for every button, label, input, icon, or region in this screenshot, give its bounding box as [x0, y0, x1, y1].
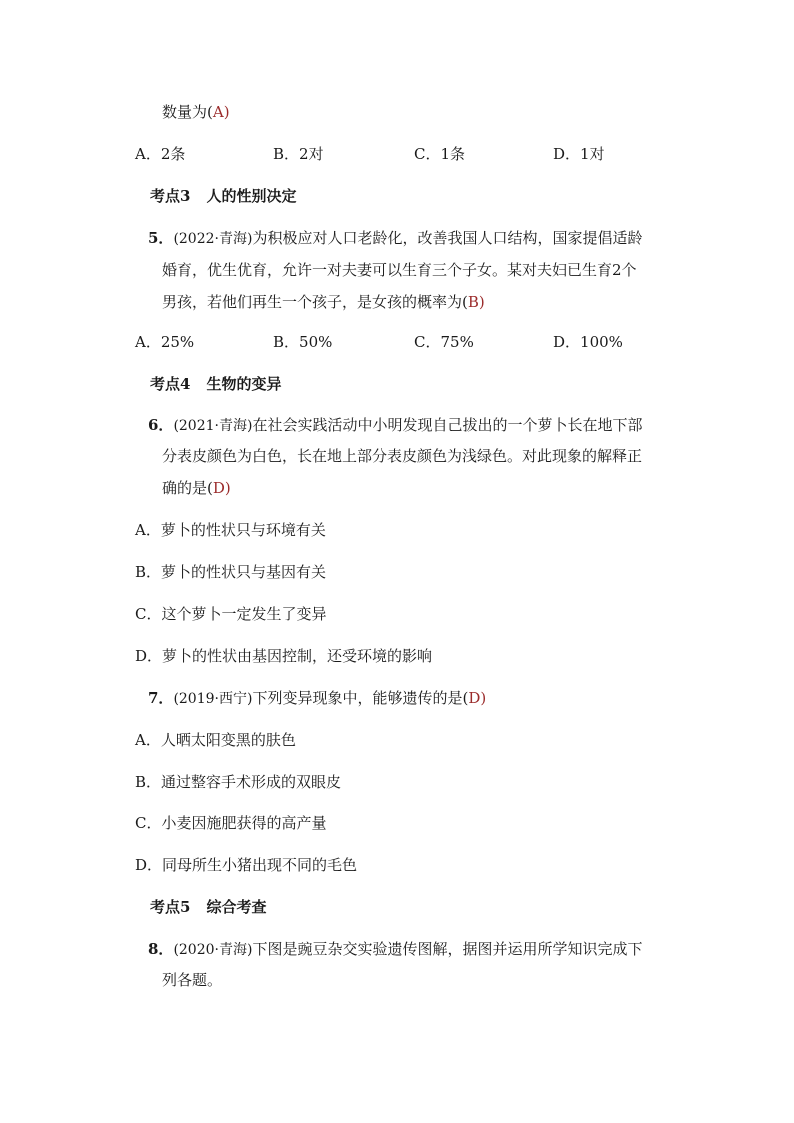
- question-7-number: 7．: [148, 689, 174, 707]
- question-6-line-2: 分表皮颜色为白色，长在地上部分表皮颜色为浅绿色。对此现象的解释正: [162, 447, 643, 465]
- section-4-heading: [150, 373, 281, 395]
- question-5-answer: B: [467, 293, 479, 311]
- section-5-title: 综合考查: [206, 898, 267, 916]
- section-3-label: 考点3: [150, 187, 191, 205]
- section-3-title: 人的性别决定: [206, 187, 297, 205]
- q6-option-b: B．萝卜的性状只与基因有关: [135, 563, 327, 581]
- question-5-text-3: 男孩，若他们再生一个孩子，是女孩的概率为(: [162, 293, 468, 311]
- question-6-text-1: 在社会实践活动中小明发现自己拔出的一个萝卜长在地下部: [252, 416, 643, 434]
- question-6-text-3: 确的是(: [162, 479, 213, 497]
- question-6-answer: D: [212, 479, 225, 497]
- question-8-source: (2020·青海): [173, 942, 253, 958]
- section-3-heading: [150, 185, 296, 207]
- question-5-line-2: 婚育，优生优育，允许一对夫妻可以生育三个子女。某对夫妇已生育2个: [162, 261, 637, 279]
- question-4-close: ): [223, 103, 230, 121]
- question-8-text-1: 下图是豌豆杂交实验遗传图解，据图并运用所学知识完成下: [252, 940, 643, 958]
- question-4-tail: [162, 101, 230, 123]
- question-7-source: (2019·西宁): [173, 691, 253, 707]
- question-6-number: 6．: [148, 416, 174, 434]
- q4-option-b: B．2对: [273, 145, 324, 163]
- q6-option-c: C．这个萝卜一定发生了变异: [135, 605, 327, 623]
- question-5-text-1: 为积极应对人口老龄化，改善我国人口结构，国家提倡适龄: [252, 229, 643, 247]
- q7-option-c: C．小麦因施肥获得的高产量: [135, 814, 327, 832]
- q4-option-d: D．1对: [553, 145, 605, 163]
- question-7-answer: D: [468, 689, 481, 707]
- q5-option-b: B．50%: [273, 333, 333, 351]
- q4-option-c: C．1条: [414, 145, 466, 163]
- q6-option-a: A．萝卜的性状只与环境有关: [135, 521, 326, 539]
- q5-option-c: C．75%: [414, 333, 474, 351]
- q7-option-a: A．人晒太阳变黑的肤色: [135, 731, 296, 749]
- q5-option-a: A．25%: [135, 333, 195, 351]
- q7-option-b: B．通过整容手术形成的双眼皮: [135, 773, 342, 791]
- question-7-close: ): [480, 689, 487, 707]
- q6-option-d: D．萝卜的性状由基因控制，还受环境的影响: [135, 647, 433, 665]
- section-4-title: 生物的变异: [206, 375, 282, 393]
- question-6-line-1: [148, 414, 642, 437]
- question-5-close: ): [478, 293, 485, 311]
- question-7-text-1: 下列变异现象中，能够遗传的是(: [252, 689, 469, 707]
- section-5-label: 考点5: [150, 898, 191, 916]
- question-5-line-3: [162, 291, 485, 313]
- question-4-stem: 数量为(: [162, 103, 213, 121]
- section-5-heading: [150, 896, 266, 918]
- question-5-line-1: [148, 227, 642, 250]
- question-8-line-1: [148, 938, 642, 961]
- question-5-number: 5．: [148, 229, 174, 247]
- section-4-label: 考点4: [150, 375, 191, 393]
- question-8-line-2: 列各题。: [162, 971, 223, 989]
- q7-option-d: D．同母所生小猪出现不同的毛色: [135, 856, 358, 874]
- question-6-close: ): [224, 479, 231, 497]
- question-6-source: (2021·青海): [173, 418, 253, 434]
- q4-option-a: A．2条: [135, 145, 186, 163]
- question-8-number: 8．: [148, 940, 174, 958]
- question-6-line-3: [162, 477, 231, 499]
- question-5-source: (2022·青海): [173, 231, 253, 247]
- q5-option-d: D．100%: [553, 333, 623, 351]
- question-4-answer: A: [212, 103, 224, 121]
- question-7-line-1: [148, 687, 486, 710]
